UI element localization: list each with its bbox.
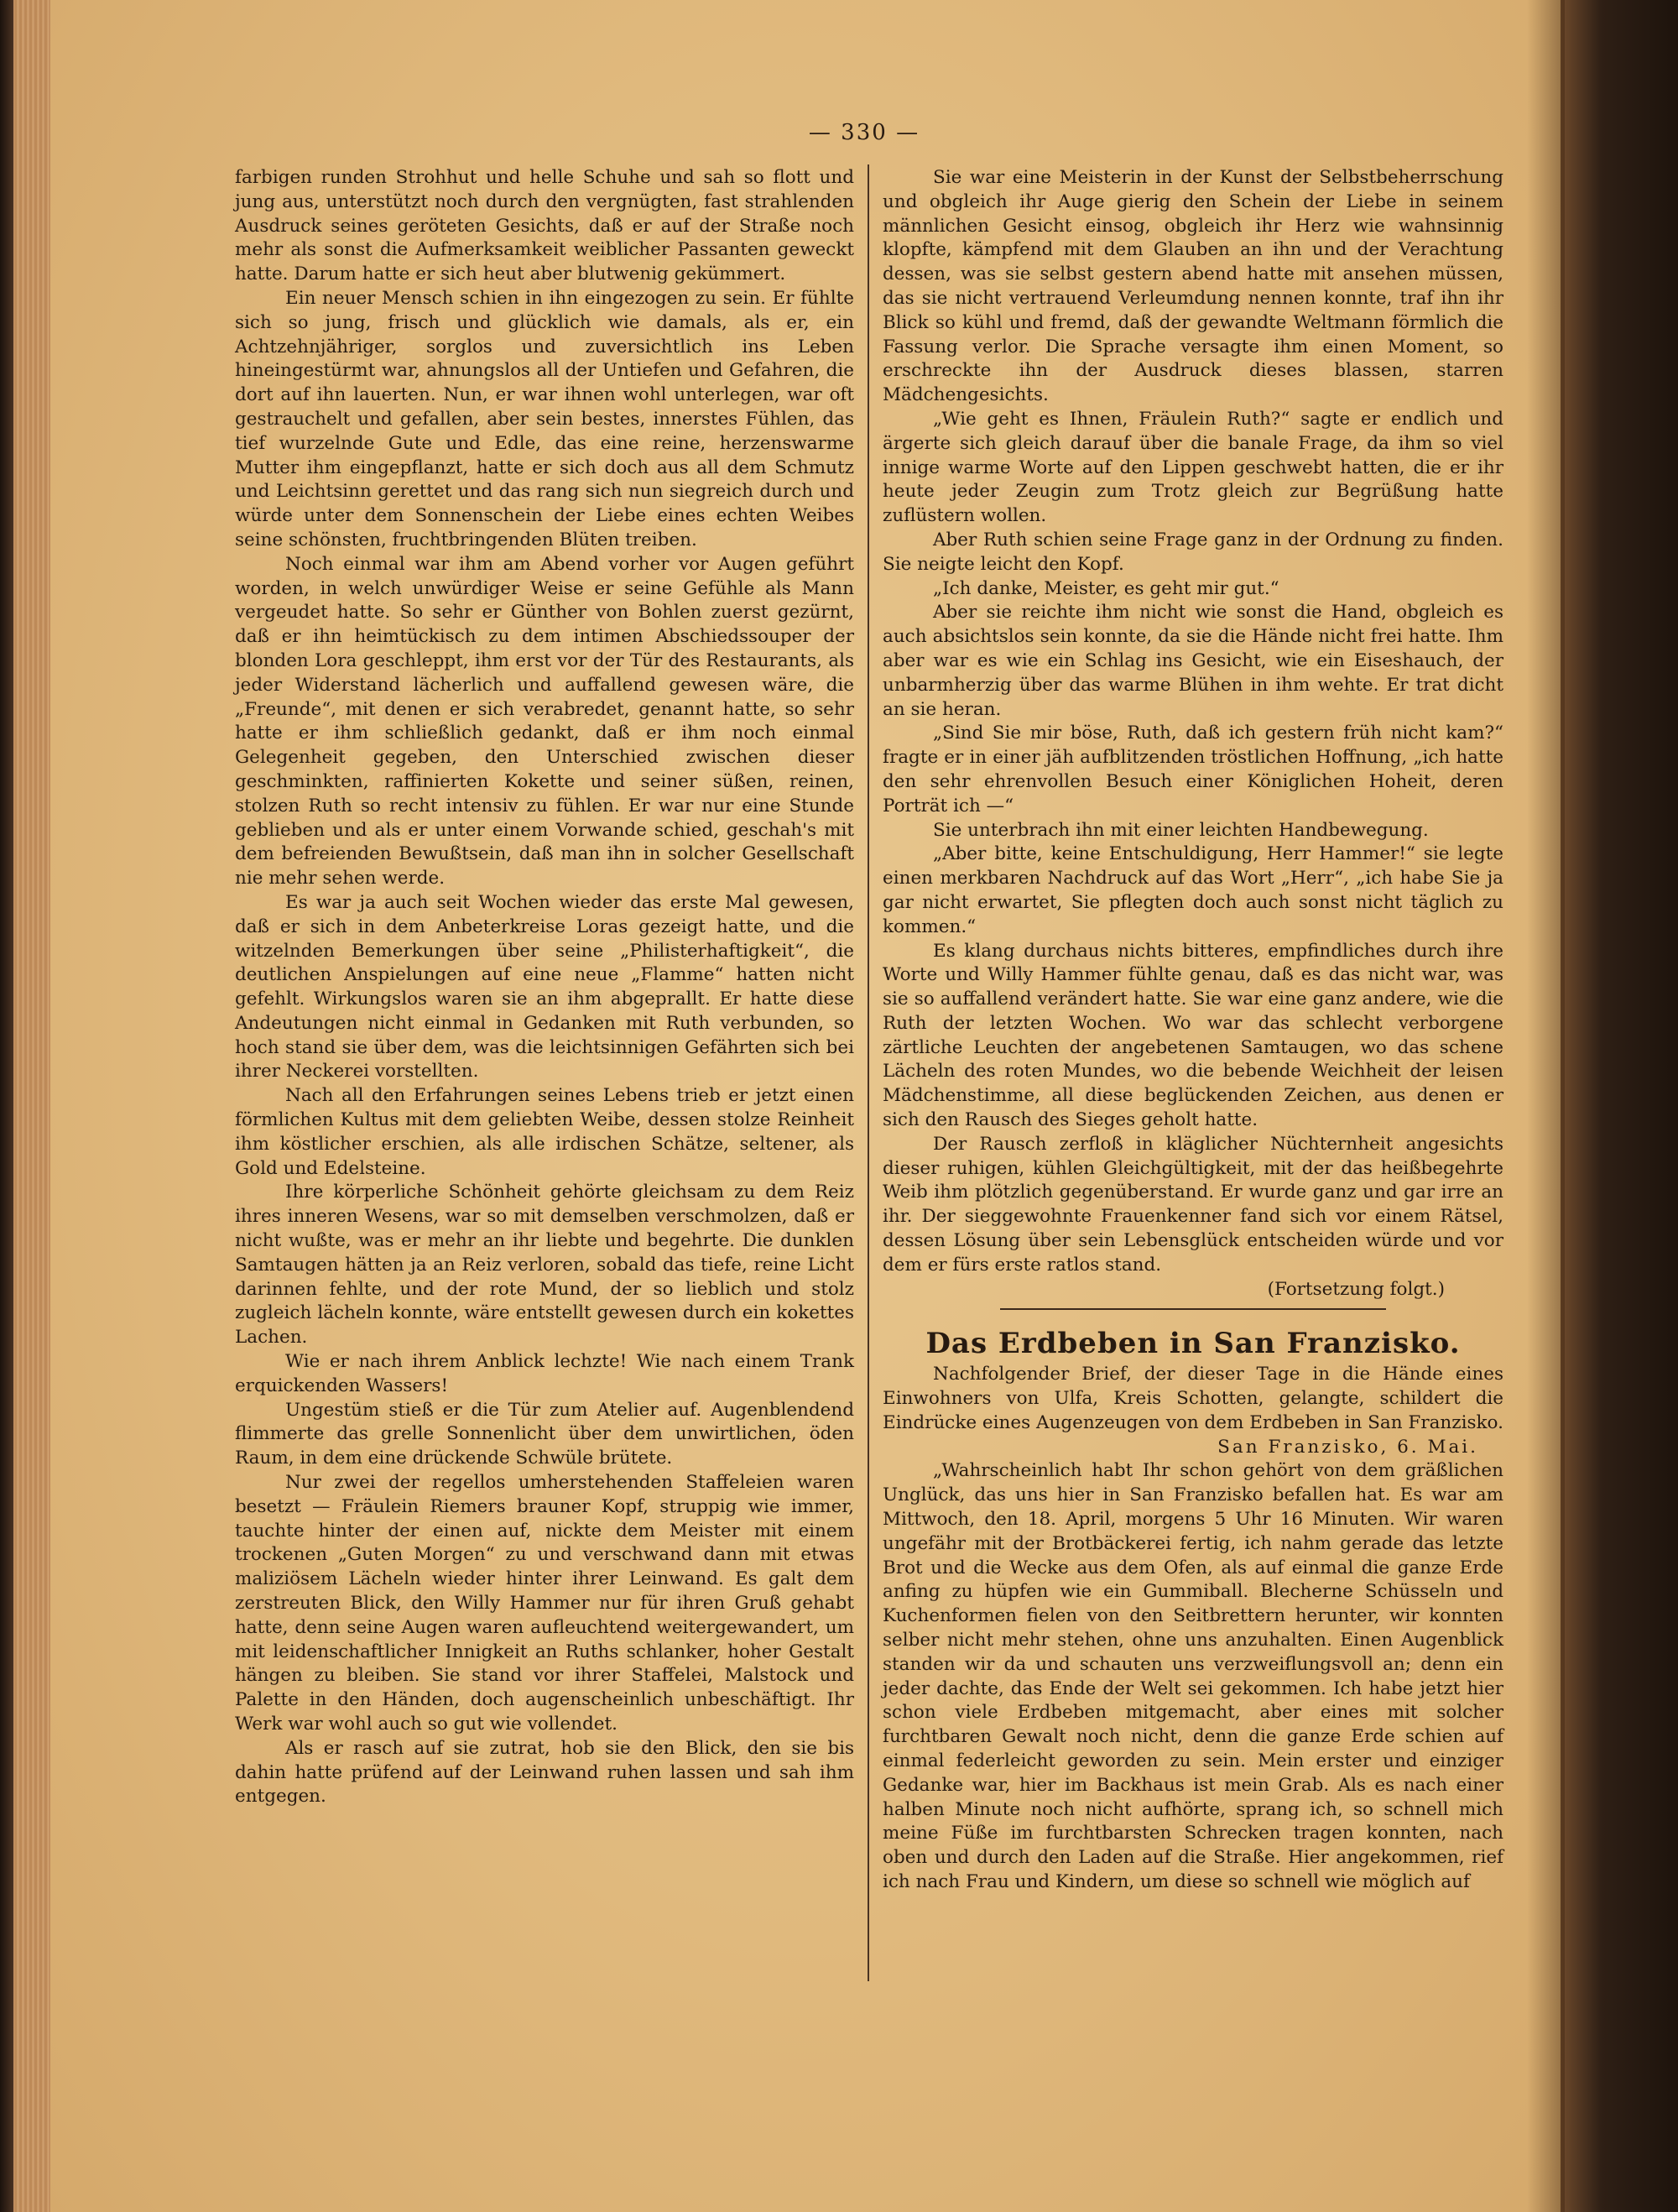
- page-number: — 330 —: [808, 120, 920, 145]
- intro-paragraph: Nachfolgender Brief, der dieser Tage in die Hände eines Einwohners von Ulfa, Kreis Schotten, gelangte, schildert die Eindrücke eines Augenzeugen von dem Erdbeben in San Franzisko.: [883, 1364, 1503, 1433]
- left-column: [235, 166, 854, 1809]
- paragraph: „Ich danke, Meister, es geht mir gut.“: [933, 577, 1279, 599]
- paragraph: Aber sie reichte ihm nicht wie sonst die Hand, obgleich es auch absichtslos sein konnte, da sie die Hände nicht frei hatte. Ihm aber war es wie ein Schlag ins Gesicht, wie ein Eiseshauch, der unbarmherzig über das warme Blühen in ihm wehte. Er trat dicht an sie heran.: [883, 602, 1503, 720]
- section-rule: [1000, 1308, 1386, 1310]
- paragraph: Wie er nach ihrem Anblick lechzte! Wie nach einem Trank erquickenden Wassers!: [235, 1351, 854, 1396]
- paragraph: farbigen runden Strohhut und helle Schuhe und sah so flott und jung aus, unterstützt noch durch den vergnügten, fast strahlenden Ausdruck seines geröteten Gesichts, daß er auf der Straße noch mehr als sonst die Aufmerksamkeit weiblicher Passanten geweckt hatte. Darum hatte er sich heut aber blutwenig gekümmert.: [235, 167, 854, 285]
- paragraph: Sie war eine Meisterin in der Kunst der Selbstbeherrschung und obgleich ihr Auge gierig den Schein der Liebe in seinem männlichen Gesicht einsog, obgleich ihr Herz wie wahnsinnig klopfte, kämpfend mit dem Glauben an ihn und der Verachtung dessen, was sie selbst gestern abend hatte mit ansehen müssen, das sie nicht vertrauend Verleumdung nennen konnte, traf ihn ihr Blick so kühl und fremd, daß der gewandte Weltmann förmlich die Fassung verlor. Die Sprache versagte ihm einen Moment, so erschreckte ihn der Ausdruck dieses blassen, starren Mädchengesichts.: [883, 167, 1503, 406]
- right-column: [883, 166, 1503, 1895]
- paragraph: Noch einmal war ihm am Abend vorher vor Augen geführt worden, in welch unwürdiger Weise er seine Gefühle als Mann vergeudet hatte. So sehr er Günther von Bohlen zuerst gezürnt, daß er ihn heimtückisch zu dem intimen Abschiedssouper der blonden Lora geschleppt, ihm erst vor der Tür des Restaurants, als jeder Widerstand lächerlich und auffallend gewesen wäre, die „Freunde“, mit denen er sich verabredet, genannt hatte, so sehr hatte er ihm schließlich gedankt, daß er ihm noch einmal Gelegenheit gegeben, den Unterschied zwischen dieser geschminkten, raffinierten Kokette und seiner süßen, reinen, stolzen Ruth so recht intensiv zu fühlen. Er war nur eine Stunde geblieben und als er unter einem Vorwande schied, geschah's mit dem befreienden Bewußtsein, daß man ihn in solcher Gesellschaft nie mehr sehen werde.: [235, 553, 854, 889]
- paragraph: Aber Ruth schien seine Frage ganz in der Ordnung zu finden. Sie neigte leicht den Kopf.: [883, 529, 1503, 575]
- section-title: Das Erdbeben in San Franzisko.: [925, 1327, 1461, 1361]
- letter-paragraph: „Wahrscheinlich habt Ihr schon gehört von dem gräßlichen Unglück, das uns hier in San Franzisko befallen hat. Es war am Mittwoch, den 18. April, morgens 5 Uhr 16 Minuten. Wir waren ungefähr mit der Brotbäckerei fertig, ich nahm gerade das letzte Brot und die Wecke aus dem Ofen, als auf einmal die ganze Erde anfing zu hüpfen wie ein Gummiball. Blecherne Schüsseln und Kuchenformen fielen von den Seitbrettern herunter, wir konnten selber nicht mehr stehen, ohne uns anzuhalten. Einen Augenblick standen wir da und schauten uns verzweiflungsvoll an; denn ein jeder dachte, das Ende der Welt sei gekommen. Ich habe jetzt hier schon viele Erdbeben mitgemacht, aber eines mit solcher furchtbaren Gewalt noch nicht, denn die ganze Erde schien auf einmal federleicht geworden zu sein. Mein erster und einziger Gedanke war, hier im Backhaus ist mein Grab. Als es nach einer halben Minute noch nicht aufhörte, sprang ich, so schnell mich meine Füße im furchtbarsten Schrecken tragen konnten, nach oben und durch den Laden auf die Straße. Hier angekommen, rief ich nach Frau und Kindern, um diese so schnell wie möglich auf: [883, 1460, 1503, 1892]
- paragraph: Es war ja auch seit Wochen wieder das erste Mal gewesen, daß er sich in dem Anbeterkreise Loras gezeigt hatte, und die witzelnden Bemerkungen über seine „Philisterhaftigkeit“, die deutlichen Anspielungen auf eine neue „Flamme“ hatten nicht gefehlt. Wirkungslos waren sie an ihm abgeprallt. Er hatte diese Andeutungen nicht einmal in Gedanken mit Ruth verbunden, so hoch stand sie über dem, was die leichtsinnigen Gefährten sich bei ihrer Neckerei vorstellten.: [235, 891, 854, 1083]
- book-right-edge: [1561, 0, 1678, 2212]
- paragraph: Nur zwei der regellos umherstehenden Staffeleien waren besetzt — Fräulein Riemers brauner Kopf, struppig wie immer, tauchte hinter der einen auf, nickte dem Meister mit einem trockenen „Guten Morgen“ zu und verschwand dann mit etwas maliziösem Lächeln wieder hinter ihrer Leinwand. Es galt dem zerstreuten Blick, den Willy Hammer nur für ihren Gruß gehabt hatte, denn seine Augen waren aufleuchtend weitergewandert, um mit leidenschaftlicher Innigkeit an Ruths schlanker, hoher Gestalt hängen zu bleiben. Sie stand vor ihrer Staffelei, Malstock und Palette in den Händen, doch augenscheinlich unbeschäftigt. Ihr Werk war wohl auch so gut wie vollendet.: [235, 1472, 854, 1735]
- paragraph: „Sind Sie mir böse, Ruth, daß ich gestern früh nicht kam?“ fragte er in einer jäh aufblitzenden tröstlichen Hoffnung, „ich hatte den sehr ehrenvollen Besuch einer Königlichen Hoheit, deren Porträt ich —“: [883, 723, 1503, 816]
- continuation-note: (Fortsetzung folgt.): [1267, 1278, 1445, 1300]
- paragraph: Ungestüm stieß er die Tür zum Atelier auf. Augenblendend flimmerte das grelle Sonnenlicht über dem unwirtlichen, öden Raum, in dem eine drückende Schwüle brütete.: [235, 1399, 854, 1469]
- page-shadow: [1527, 0, 1565, 2212]
- paragraph: Als er rasch auf sie zutrat, hob sie den Blick, den sie bis dahin hatte prüfend auf der Leinwand ruhen lassen und sah ihm entgegen.: [235, 1737, 854, 1808]
- paragraph: Sie unterbrach ihn mit einer leichten Handbewegung.: [933, 819, 1429, 841]
- paragraph: Ihre körperliche Schönheit gehörte gleichsam zu dem Reiz ihres inneren Wesens, war so mit demselben verschmolzen, daß er nicht wußte, was er mehr an ihr liebte und begehrte. Die dunklen Samtaugen hätten ja an Reiz verloren, sobald das tiefe, reine Licht darinnen fehlte, und der rote Mund, der so lieblich und stolz zugleich lächeln konnte, wäre entstellt gewesen durch ein kokettes Lachen.: [235, 1182, 854, 1349]
- paragraph: Nach all den Erfahrungen seines Lebens trieb er jetzt einen förmlichen Kultus mit dem geliebten Weibe, dessen stolze Reinheit ihm köstlicher erschien, als alle irdischen Schätze, seltener, als Gold und Edelsteine.: [235, 1085, 854, 1179]
- column-divider: [868, 164, 869, 1981]
- paragraph: „Aber bitte, keine Entschuldigung, Herr Hammer!“ sie legte einen merkbaren Nachdruck auf das Wort „Herr“, „ich habe Sie ja gar nicht erwartet, Sie pflegten doch auch sonst nicht täglich zu kommen.“: [883, 843, 1503, 937]
- paragraph: Ein neuer Mensch schien in ihn eingezogen zu sein. Er fühlte sich so jung, frisch und glücklich wie damals, als er, ein Achtzehnjähriger, sorglos und zuversichtlich ins Leben hineingestürmt war, ahnungslos all der Untiefen und Gefahren, die dort auf ihn lauerten. Nun, er war ihnen wohl unterlegen, war oft gestrauchelt und gefallen, aber sein bestes, innerstes Fühlen, das tief wurzelnde Gute und Edle, das eine reine, herzenswarme Mutter ihm eingepflanzt, hatte er sich doch aus all dem Schmutz und Leichtsinn gerettet und das rang sich nun siegreich durch und würde unter dem Sonnenschein der Liebe eines echten Weibes seine schönsten, fruchtbringenden Blüten treiben.: [235, 287, 854, 550]
- paragraph: Der Rausch zerfloß in kläglicher Nüchternheit angesichts dieser ruhigen, kühlen Gleichgültigkeit, mit der das heißbegehrte Weib ihm plötzlich gegenüberstand. Er wurde ganz und gar irre an ihr. Der sieggewohnte Frauenkenner fand sich vor einem Rätsel, dessen Lösung über sein Lebensglück entscheiden würde und vor dem er fürs erste ratlos stand.: [883, 1133, 1503, 1276]
- paragraph: „Wie geht es Ihnen, Fräulein Ruth?“ sagte er endlich und ärgerte sich gleich darauf über die banale Frage, da ihm so viel innige warme Worte auf den Lippen geschwebt hatten, die er ihr heute jeder Zeugin zum Trotz gleich zur Begrüßung hatte zuflüstern wollen.: [883, 408, 1503, 527]
- paragraph: Es klang durchaus nichts bitteres, empfindliches durch ihre Worte und Willy Hammer fühlte genau, daß es das nicht war, was sie so auffallend verändert hatte. Sie war eine ganz andere, wie die Ruth der letzten Wochen. Wo war das schlecht verborgene zärtliche Leuchten der angebetenen Samtaugen, wo das schene Lächeln des roten Mundes, wo die bebende Weichheit der leisen Mädchenstimme, all diese beglückenden Zeichen, aus denen er sich den Rausch des Sieges geholt hatte.: [883, 940, 1503, 1131]
- dateline: San Franzisko, 6. Mai.: [1217, 1436, 1478, 1458]
- book-binding-edge: [0, 0, 13, 2212]
